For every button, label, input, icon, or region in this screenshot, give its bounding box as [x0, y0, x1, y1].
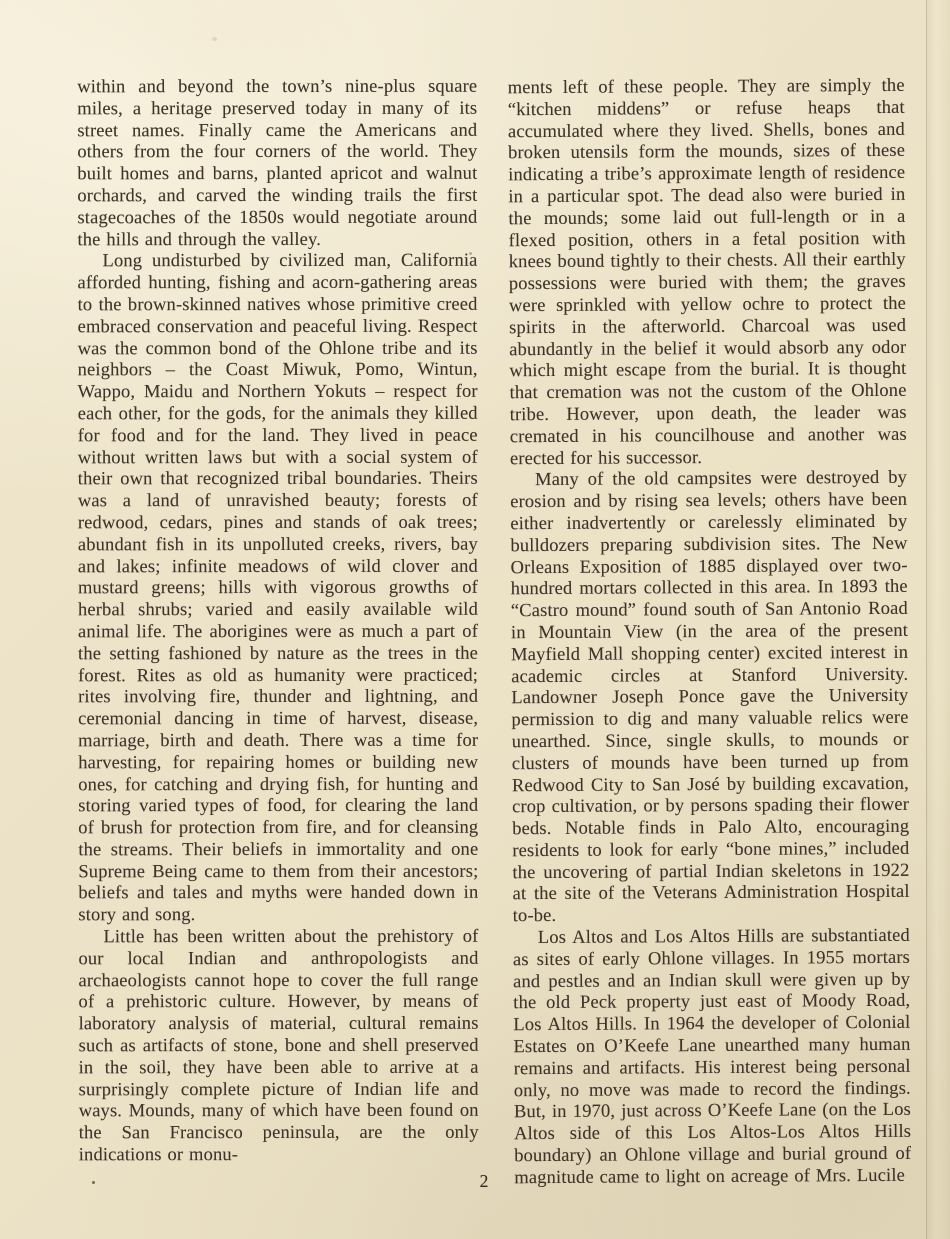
paragraph: Little has been written about the prehistory of our local Indian and anthropologists and archaeologists cannot hope to cover the full range of a prehistoric culture. However, by means of laboratory analysis of material, cultural remains such as artifacts of stone, bone and shell preserved in the soil, they have been able to arrive at a surprisingly complete picture of Indian life and ways. Mounds, many of which have been found on the San Francisco peninsula, are the only indications or monu-	[78, 926, 479, 1166]
paragraph: Many of the old campsites were destroyed by erosion and by rising sea levels; others have been either inadvertently or carelessly eliminated by bulldozers preparing subdivision sites. The New Orleans Exposition of 1885 displayed over two-hundred mortars collected in this area. In 1893 the “Castro mound” found south of San Antonio Road in Mountain View (in the area of the present Mayfield Mall shopping center) excited interest in academic circles at Stanford University. Landowner Joseph Ponce gave the University permission to dig and many valuable relics were unearthed. Since, single skulls, to mounds or clusters of mounds have been turned up from Redwood City to San José by building excavation, crop cultivation, or by persons spading their flower beds. Notable finds in Palo Alto, encouraging residents to look for early “bone mines,” included the uncovering of partial Indian skeletons in 1922 at the site of the Veterans Administration Hospital to-be.	[510, 468, 910, 927]
paper-stain	[212, 37, 217, 41]
page-number: 2	[479, 1171, 489, 1191]
paragraph: Long undisturbed by civilized man, California afforded hunting, fishing and acorn-gathering areas to the brown-skinned natives whose primitive creed embraced conservation and peaceful living. Respect was the common bond of the Ohlone tribe and its neighbors – the Coast Miwuk, Pomo, Wintun, Wappo, Maidu and Northern Yokuts – respect for each other, for the gods, for the animals they killed for food and for the land. They lived in peace without written laws but with a social system of their own that recognized tribal boundaries. Theirs was a land of unravished beauty; forests of redwood, cedars, pines and stands of oak trees; abundant fish in its unpolluted creeks, rivers, bay and lakes; infinite meadows of wild clover and mustard greens; hills with vigorous growths of herbal shrubs; varied and easily available wild animal life. The aborigines were as much a part of the setting fashioned by nature as the trees in the forest. Rites as old as humanity were practiced; rites involving fire, thunder and lightning, and ceremonial dancing in time of harvest, disease, marriage, birth and death. There was a time for harvesting, for repairing homes or building new ones, for catching and drying fish, for hunting and storing varied types of food, for clearing the land of brush for protection from fire, and for cleansing the streams. Their beliefs in immortality and one Supreme Being came to them from their ancestors; beliefs and tales and myths were handed down in story and song.	[77, 251, 479, 926]
right-column	[508, 76, 912, 1190]
ink-speck	[92, 1181, 95, 1184]
left-column	[77, 77, 479, 1167]
page-edge-shadow	[926, 0, 950, 1239]
paragraph: Los Altos and Los Altos Hills are substantiated as sites of early Ohlone villages. In 1955 mortars and pestles and an Indian skull were given up by the old Peck property just east of Moody Road, Los Altos Hills. In 1964 the developer of Colonial Estates on O’Keefe Lane unearthed many human remains and artifacts. His interest being personal only, no move was made to record the findings. But, in 1970, just across O’Keefe Lane (on the Los Altos side of this Los Altos-Los Altos Hills boundary) an Ohlone village and burial ground of magnitude came to light on acreage of Mrs. Lucile	[512, 925, 912, 1189]
paragraph-continued: within and beyond the town’s nine-plus square miles, a heritage preserved today in many of its street names. Finally came the Americans and others from the four corners of the world. They built homes and barns, planted apricot and walnut orchards, and carved the winding trails the first stagecoaches of the 1850s would negotiate around the hills and through the valley.	[77, 76, 478, 250]
paragraph-continued: ments left of these people. They are simply the “kitchen middens” or refuse heaps that accumulated where they lived. Shells, bones and broken utensils form the mounds, sizes of these indicating a tribe’s approximate length of residence in a particular spot. The dead also were buried in the mounds; some laid out full-length or in a flexed position, others in a fetal position with knees bound tightly to their chests. All their earthly possessions were buried with them; the graves were sprinkled with yellow ochre to protect the spirits in the afterworld. Charcoal was used abundantly in the belief it would absorb any odor which might escape from the burial. It is thought that cremation was not the custom of the Ohlone tribe. However, upon death, the leader was cremated in his councilhouse and another was erected for his successor.	[507, 75, 907, 469]
ink-speck	[469, 252, 472, 255]
